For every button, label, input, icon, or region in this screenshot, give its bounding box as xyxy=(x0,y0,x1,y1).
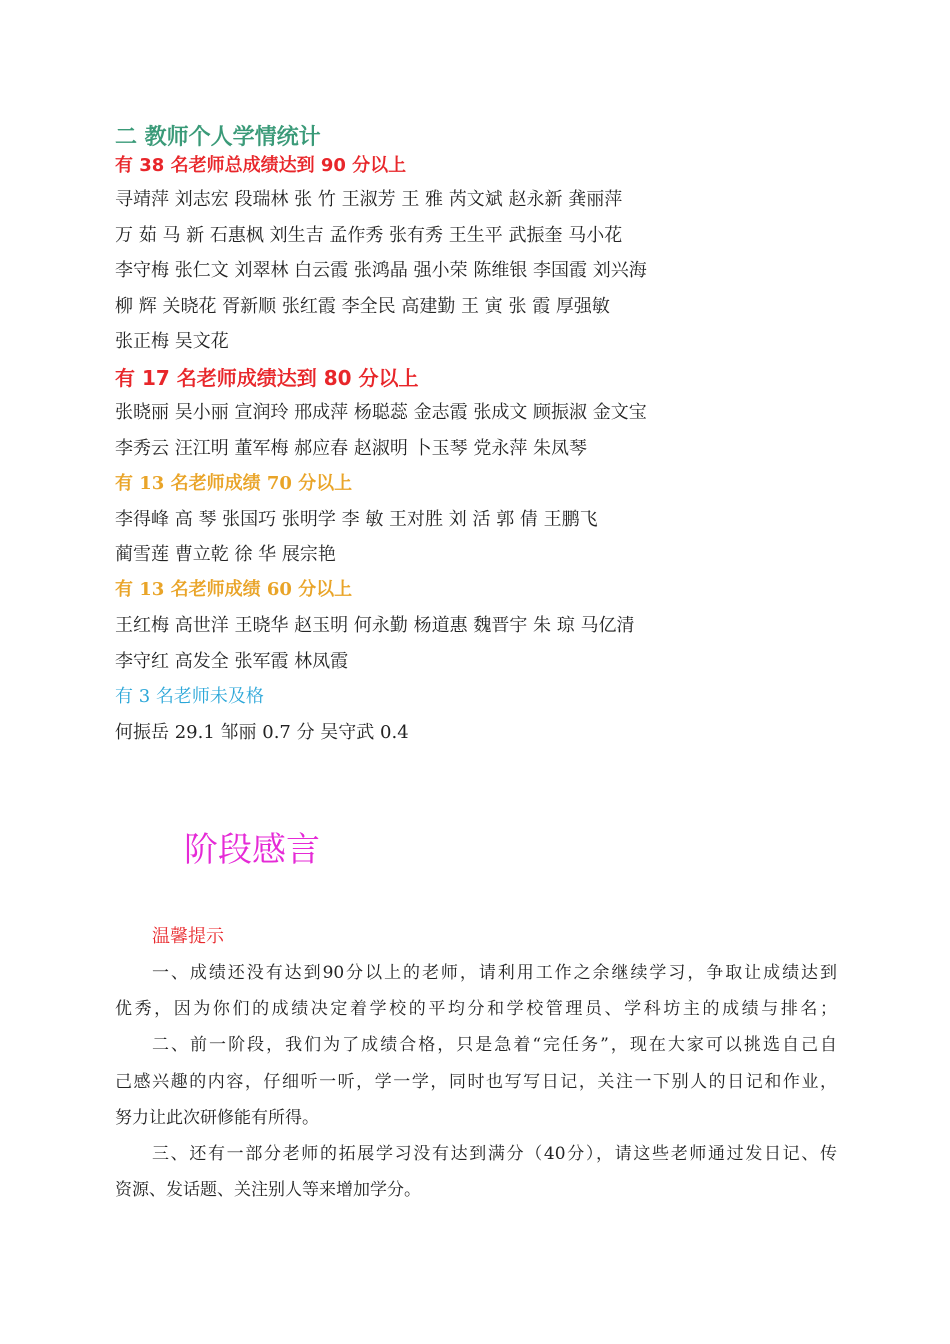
names-line: 李得峰 高 琴 张国巧 张明学 李 敏 王对胜 刘 活 郭 倩 王鹏飞 xyxy=(115,509,598,530)
paragraph-line: 优秀，因为你们的成绩决定着学校的平均分和学校管理员、学科坊主的成绩与排名； xyxy=(115,999,837,1019)
names-line: 何振岳 29.1 邹丽 0.7 分 吴守武 0.4 xyxy=(115,722,409,743)
group-heading-80: 有 17 名老师成绩达到 80 分以上 xyxy=(115,366,419,390)
group-heading-failed: 有 3 名老师未及格 xyxy=(115,686,264,707)
paragraph-line: 资源、发话题、关注别人等来增加学分。 xyxy=(115,1180,421,1200)
group-heading-70: 有 13 名老师成绩 70 分以上 xyxy=(115,473,353,494)
paragraph-line: 二、前一阶段，我们为了成绩合格，只是急着“完任务”，现在大家可以挑选自己自 xyxy=(152,1035,837,1055)
section-title: 二 教师个人学情统计 xyxy=(115,125,321,150)
paragraph-line: 一、成绩还没有达到90分以上的老师，请利用工作之余继续学习，争取让成绩达到 xyxy=(152,963,837,983)
names-line: 李守梅 张仁文 刘翠林 白云霞 张鸿晶 强小荣 陈维银 李国霞 刘兴海 xyxy=(115,260,647,281)
names-line: 张晓丽 吴小丽 宣润玲 邢成萍 杨聪蕊 金志霞 张成文 顾振淑 金文宝 xyxy=(115,402,647,423)
group-heading-60: 有 13 名老师成绩 60 分以上 xyxy=(115,579,353,600)
paragraph-line: 己感兴趣的内容，仔细听一听，学一学，同时也写写日记，关注一下别人的日记和作业， xyxy=(115,1072,837,1092)
names-line: 万 茹 马 新 石惠枫 刘生吉 孟作秀 张有秀 王生平 武振奎 马小花 xyxy=(115,225,623,246)
names-line: 李秀云 汪江明 董军梅 郝应春 赵淑明 卜玉琴 党永萍 朱凤琴 xyxy=(115,438,588,459)
names-line: 张正梅 吴文花 xyxy=(115,331,229,352)
stage-title: 阶段感言 xyxy=(184,830,320,870)
names-line: 蔺雪莲 曹立乾 徐 华 展宗艳 xyxy=(115,544,336,565)
paragraph-line: 努力让此次研修能有所得。 xyxy=(115,1108,319,1128)
names-line: 王红梅 高世洋 王晓华 赵玉明 何永勤 杨道惠 魏晋宇 朱 琼 马亿清 xyxy=(115,615,635,636)
tip-title: 温馨提示 xyxy=(152,926,224,947)
names-line: 李守红 高发全 张军霞 林凤霞 xyxy=(115,651,349,672)
group-heading-90: 有 38 名老师总成绩达到 90 分以上 xyxy=(115,155,407,176)
names-line: 寻靖萍 刘志宏 段瑞林 张 竹 王淑芳 王 雅 芮文斌 赵永新 龚丽萍 xyxy=(115,189,623,210)
names-line: 柳 辉 关晓花 胥新顺 张红霞 李全民 高建勤 王 寅 张 霞 厚强敏 xyxy=(115,296,610,317)
paragraph-line: 三、还有一部分老师的拓展学习没有达到满分（40分），请这些老师通过发日记、传 xyxy=(152,1144,837,1164)
